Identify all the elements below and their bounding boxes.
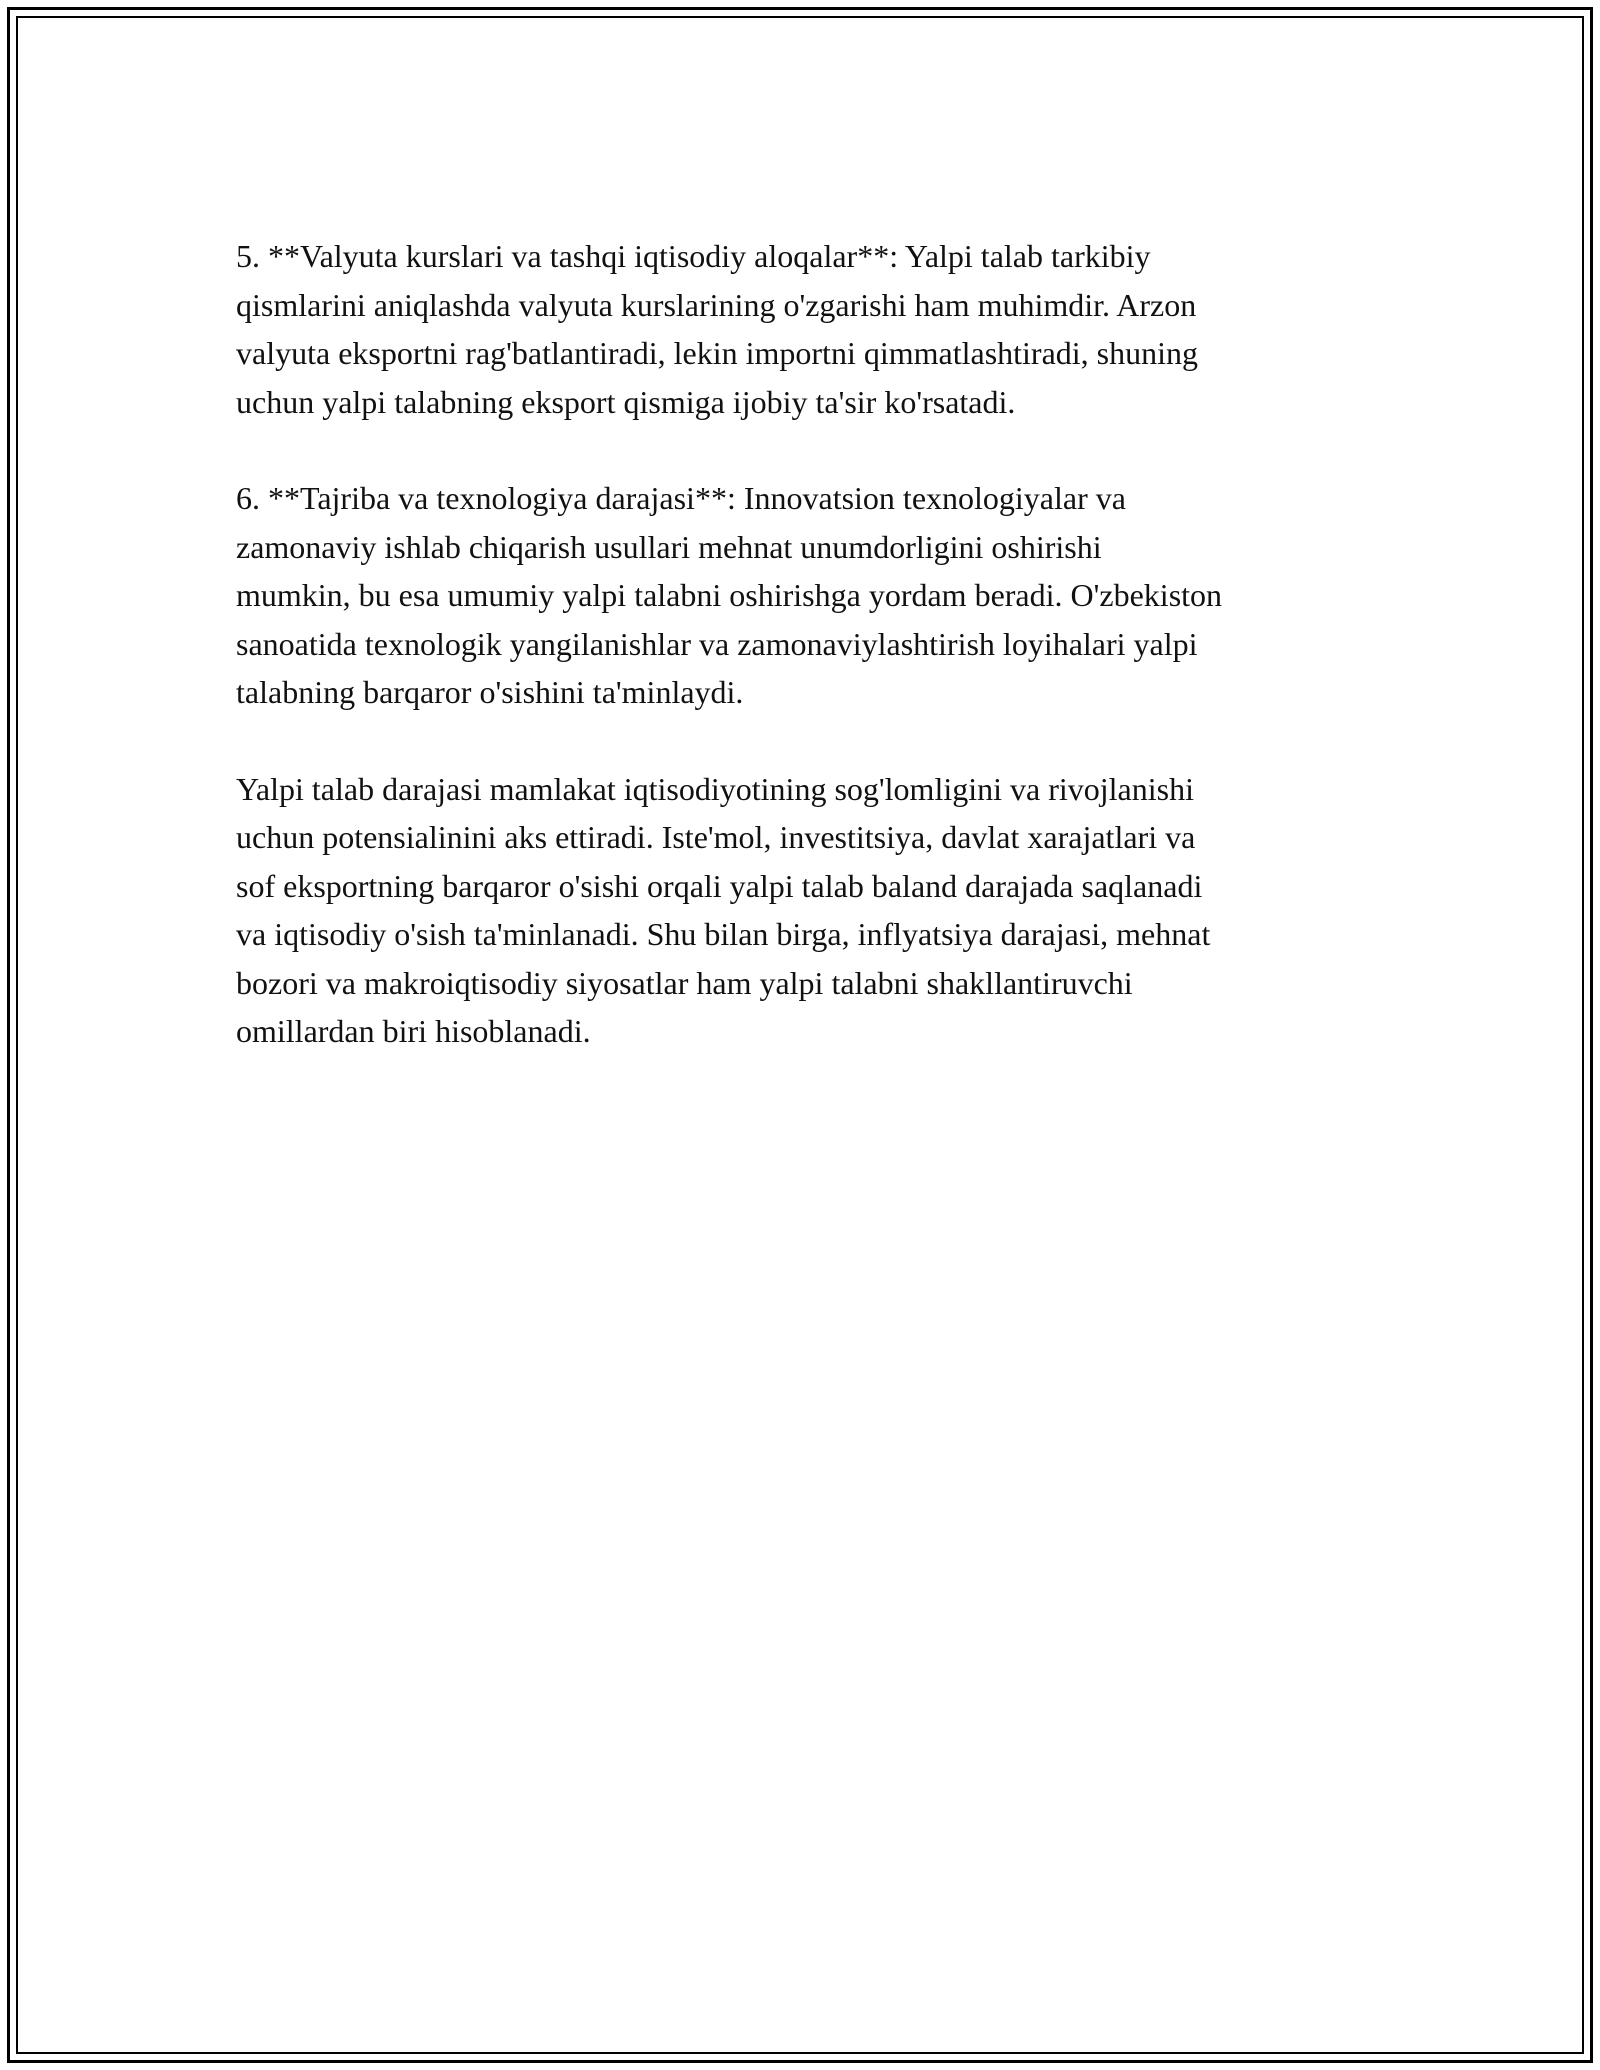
paragraph-exchange-rates: 5. **Valyuta kurslari va tashqi iqtisodiy aloqalar**: Yalpi talab tarkibiy qismlarini aniqlashda valyuta kurslarining o'zgarishi ham muhimdir. Arzon valyuta eksportni rag'batlantiradi, lekin importni qimmatlashtiradi, shuning uchun yalpi talabning eksport qismiga ijobiy ta'sir ko'rsatadi. — [236, 238, 1199, 420]
document-body — [236, 232, 1386, 1104]
paragraph-technology-level: 6. **Tajriba va texnologiya darajasi**: Innovatsion texnologiyalar va zamonaviy ishlab chiqarish usullari mehnat unumdorligini oshirishi mumkin, bu esa umumiy yalpi talabni oshirishga yordam beradi. O'zbekiston sanoatida texnologik yangilanishlar va zamonaviylashtirish loyihalari yalpi talabning barqaror o'sishini ta'minlaydi. — [236, 480, 1223, 710]
paragraph-conclusion: Yalpi talab darajasi mamlakat iqtisodiyotining sog'lomligini va rivojlanishi uchun potensialinini aks ettiradi. Iste'mol, investitsiya, davlat xarajatlari va sof eksportning barqaror o'sishi orqali yalpi talab baland darajada saqlanadi va iqtisodiy o'sish ta'minlanadi. Shu bilan birga, inflyatsiya darajasi, mehnat bozori va makroiqtisodiy siyosatlar ham yalpi talabni shakllantiruvchi omillardan biri hisoblanadi. — [236, 770, 1211, 1049]
